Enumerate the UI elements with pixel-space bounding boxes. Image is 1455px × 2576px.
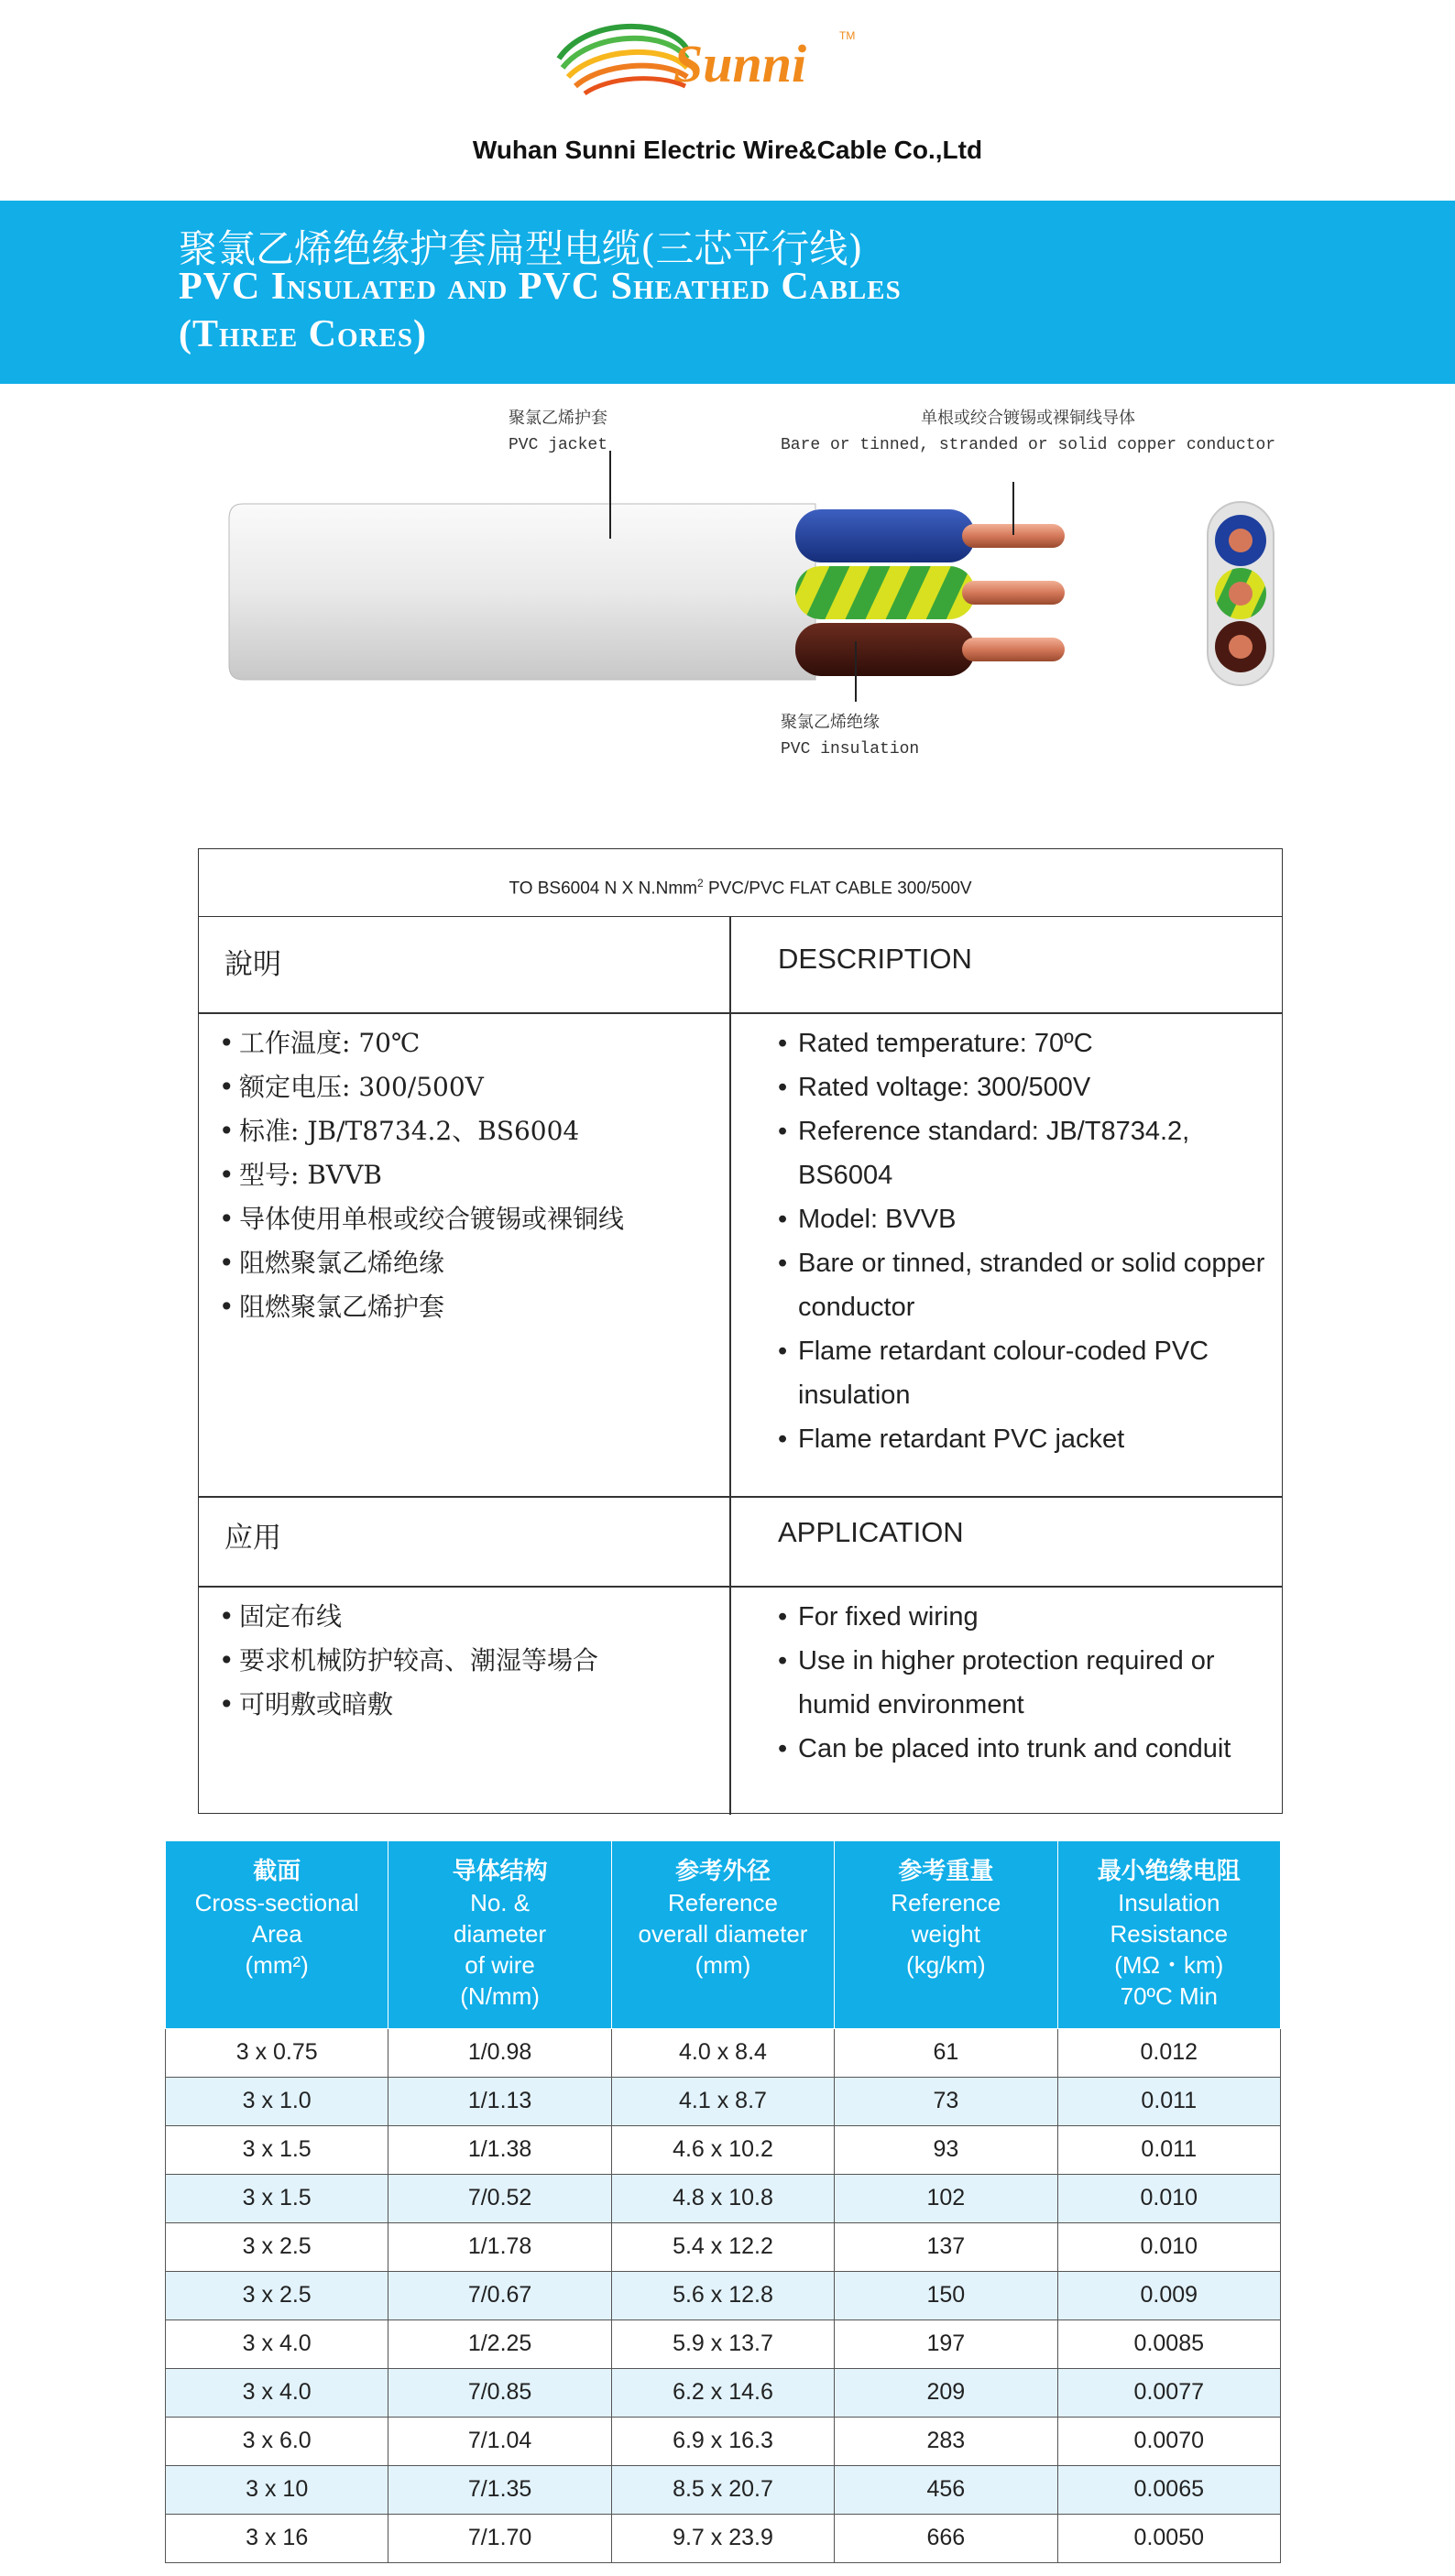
table-cell: 3 x 4.0 [166, 2319, 388, 2368]
column-header: 导体结构 No. & diameter of wire (N/mm) [388, 1841, 611, 2028]
table-cell: 7/0.52 [388, 2174, 611, 2222]
conductor-bottom [962, 638, 1065, 661]
table-cell: 0.0050 [1057, 2514, 1280, 2562]
table-cell: 102 [835, 2174, 1057, 2222]
application-cn-item: • 要求机械防护较高、潮湿等場合 [219, 1639, 714, 1683]
table-cell: 9.7 x 23.9 [611, 2514, 834, 2562]
table-cell: 209 [835, 2368, 1057, 2417]
banner-title-en-line1: PVC Insulated and PVC Sheathed Cables [179, 266, 902, 308]
application-en-item: • Can be placed into trunk and conduit [778, 1727, 1273, 1771]
table-cell: 6.2 x 14.6 [611, 2368, 834, 2417]
table-cell: 4.8 x 10.8 [611, 2174, 834, 2222]
table-cell: 3 x 2.5 [166, 2222, 388, 2271]
table-row [166, 2271, 1281, 2319]
table-cell: 1/1.38 [388, 2125, 611, 2174]
description-en-item: • Flame retardant PVC jacket [778, 1417, 1273, 1461]
table-cell: 0.0065 [1057, 2465, 1280, 2514]
table-cell: 3 x 1.5 [166, 2125, 388, 2174]
table-cell: 150 [835, 2271, 1057, 2319]
table-cell: 456 [835, 2465, 1057, 2514]
table-cell: 0.010 [1057, 2222, 1280, 2271]
table-cell: 1/1.13 [388, 2077, 611, 2125]
specification-data-table [165, 1841, 1281, 2563]
table-row [166, 2514, 1281, 2562]
application-list-en [778, 1595, 1273, 1771]
table-row [166, 2028, 1281, 2077]
table-row [166, 2174, 1281, 2222]
column-header: 参考重量 Reference weight (kg/km) [835, 1841, 1057, 2028]
table-cell: 137 [835, 2222, 1057, 2271]
description-en-item: • Reference standard: JB/T8734.2, BS6004 [778, 1109, 1273, 1197]
description-heading-cn: 說明 [224, 948, 281, 981]
table-cell: 7/0.85 [388, 2368, 611, 2417]
table-cell: 0.009 [1057, 2271, 1280, 2319]
description-heading-en: DESCRIPTION [778, 943, 972, 975]
description-en-item: • Rated voltage: 300/500V [778, 1065, 1273, 1109]
table-row [166, 2222, 1281, 2271]
table-cell: 0.010 [1057, 2174, 1280, 2222]
application-list-cn [219, 1595, 714, 1727]
table-cell: 4.6 x 10.2 [611, 2125, 834, 2174]
table-cell: 3 x 1.0 [166, 2077, 388, 2125]
table-row [166, 2319, 1281, 2368]
table-cell: 666 [835, 2514, 1057, 2562]
table-row [166, 2368, 1281, 2417]
table-cell: 8.5 x 20.7 [611, 2465, 834, 2514]
cable-diagram [0, 394, 1455, 779]
table-cell: 4.0 x 8.4 [611, 2028, 834, 2077]
description-list-cn [219, 1021, 714, 1329]
table-cell: 1/1.78 [388, 2222, 611, 2271]
table-cell: 3 x 0.75 [166, 2028, 388, 2077]
table-cell: 3 x 16 [166, 2514, 388, 2562]
conductor-label: 单根或绞合镀锡或裸铜线导体 Bare or tinned, stranded or solid copper conductor [781, 410, 1276, 454]
description-cn-item: • 阻燃聚氯乙烯绝缘 [219, 1241, 714, 1285]
company-name: Wuhan Sunni Electric Wire&Cable Co.,Ltd [472, 136, 983, 164]
company-logo [550, 13, 880, 104]
table-cell: 6.9 x 16.3 [611, 2417, 834, 2465]
column-header: 最小绝缘电阻 Insulation Resistance (MΩ・km) 70ºC Min [1057, 1841, 1280, 2028]
jacket-label: 聚氯乙烯护套 PVC jacket [509, 410, 608, 454]
table-cell: 5.6 x 12.8 [611, 2271, 834, 2319]
application-heading-en: APPLICATION [778, 1516, 964, 1548]
table-row [166, 2125, 1281, 2174]
table-cell: 0.011 [1057, 2125, 1280, 2174]
description-cn-item: • 额定电压: 300/500V [219, 1065, 714, 1109]
table-cell: 283 [835, 2417, 1057, 2465]
description-list-en [778, 1021, 1273, 1461]
description-cn-item: • 工作温度: 70℃ [219, 1021, 714, 1065]
banner-title-en-line2: (Three Cores) [179, 313, 427, 355]
table-cell: 61 [835, 2028, 1057, 2077]
application-cn-item: • 固定布线 [219, 1595, 714, 1639]
spec-title: TO BS6004 N X N.Nmm$^2$ PVC/PVC FLAT CABLE 300/500V [199, 849, 1282, 917]
table-cell: 1/0.98 [388, 2028, 611, 2077]
table-cell: 1/2.25 [388, 2319, 611, 2368]
column-header: 截面 Cross-sectional Area (mm²) [166, 1841, 388, 2028]
core-brown [795, 623, 975, 676]
logo-brand-text: Sunni [673, 34, 807, 93]
table-cell: 0.0070 [1057, 2417, 1280, 2465]
description-en-item: • Model: BVVB [778, 1197, 1273, 1241]
table-cell: 93 [835, 2125, 1057, 2174]
table-cell: 73 [835, 2077, 1057, 2125]
insulation-label: 聚氯乙烯绝缘 PVC insulation [781, 715, 920, 759]
table-cell: 3 x 6.0 [166, 2417, 388, 2465]
title-banner [0, 201, 1455, 384]
description-cn-item: • 导体使用单根或绞合镀锡或裸铜线 [219, 1197, 714, 1241]
table-cell: 0.012 [1057, 2028, 1280, 2077]
column-header: 参考外径 Reference overall diameter (mm) [611, 1841, 834, 2028]
table-cell: 0.0077 [1057, 2368, 1280, 2417]
banner-title-cn: 聚氯乙烯绝缘护套扁型电缆(三芯平行线) [179, 226, 863, 271]
application-en-item: • For fixed wiring [778, 1595, 1273, 1639]
description-cn-item: • 型号: BVVB [219, 1153, 714, 1197]
description-en-item: • Bare or tinned, stranded or solid copper conductor [778, 1241, 1273, 1329]
application-cn-item: • 可明敷或暗敷 [219, 1683, 714, 1727]
spec-table [198, 848, 1283, 1814]
core-blue [795, 509, 975, 562]
description-cn-item: • 标准: JB/T8734.2、BS6004 [219, 1109, 714, 1153]
table-cell: 7/1.70 [388, 2514, 611, 2562]
table-cell: 3 x 1.5 [166, 2174, 388, 2222]
table-cell: 5.9 x 13.7 [611, 2319, 834, 2368]
table-cell: 5.4 x 12.2 [611, 2222, 834, 2271]
application-en-item: • Use in higher protection required or humid environment [778, 1639, 1273, 1727]
table-cell: 3 x 2.5 [166, 2271, 388, 2319]
table-row [166, 2417, 1281, 2465]
banner-title-en [179, 263, 902, 358]
table-cell: 0.0085 [1057, 2319, 1280, 2368]
table-cell: 7/1.35 [388, 2465, 611, 2514]
description-en-item: • Rated temperature: 70ºC [778, 1021, 1273, 1065]
table-row [166, 2465, 1281, 2514]
pvc-jacket [229, 504, 815, 680]
table-cell: 7/0.67 [388, 2271, 611, 2319]
table-row [166, 2077, 1281, 2125]
core-yellow-green [795, 566, 975, 619]
description-cn-item: • 阻燃聚氯乙烯护套 [219, 1285, 714, 1329]
table-cell: 0.011 [1057, 2077, 1280, 2125]
table-cell: 3 x 4.0 [166, 2368, 388, 2417]
logo-trademark: TM [839, 29, 856, 42]
application-heading-cn: 应用 [224, 1522, 281, 1555]
conductor-middle [962, 581, 1065, 605]
table-cell: 4.1 x 8.7 [611, 2077, 834, 2125]
table-cell: 7/1.04 [388, 2417, 611, 2465]
table-cell: 197 [835, 2319, 1057, 2368]
table-cell: 3 x 10 [166, 2465, 388, 2514]
description-en-item: • Flame retardant colour-coded PVC insulation [778, 1329, 1273, 1417]
cable-cross-section [1208, 502, 1274, 685]
